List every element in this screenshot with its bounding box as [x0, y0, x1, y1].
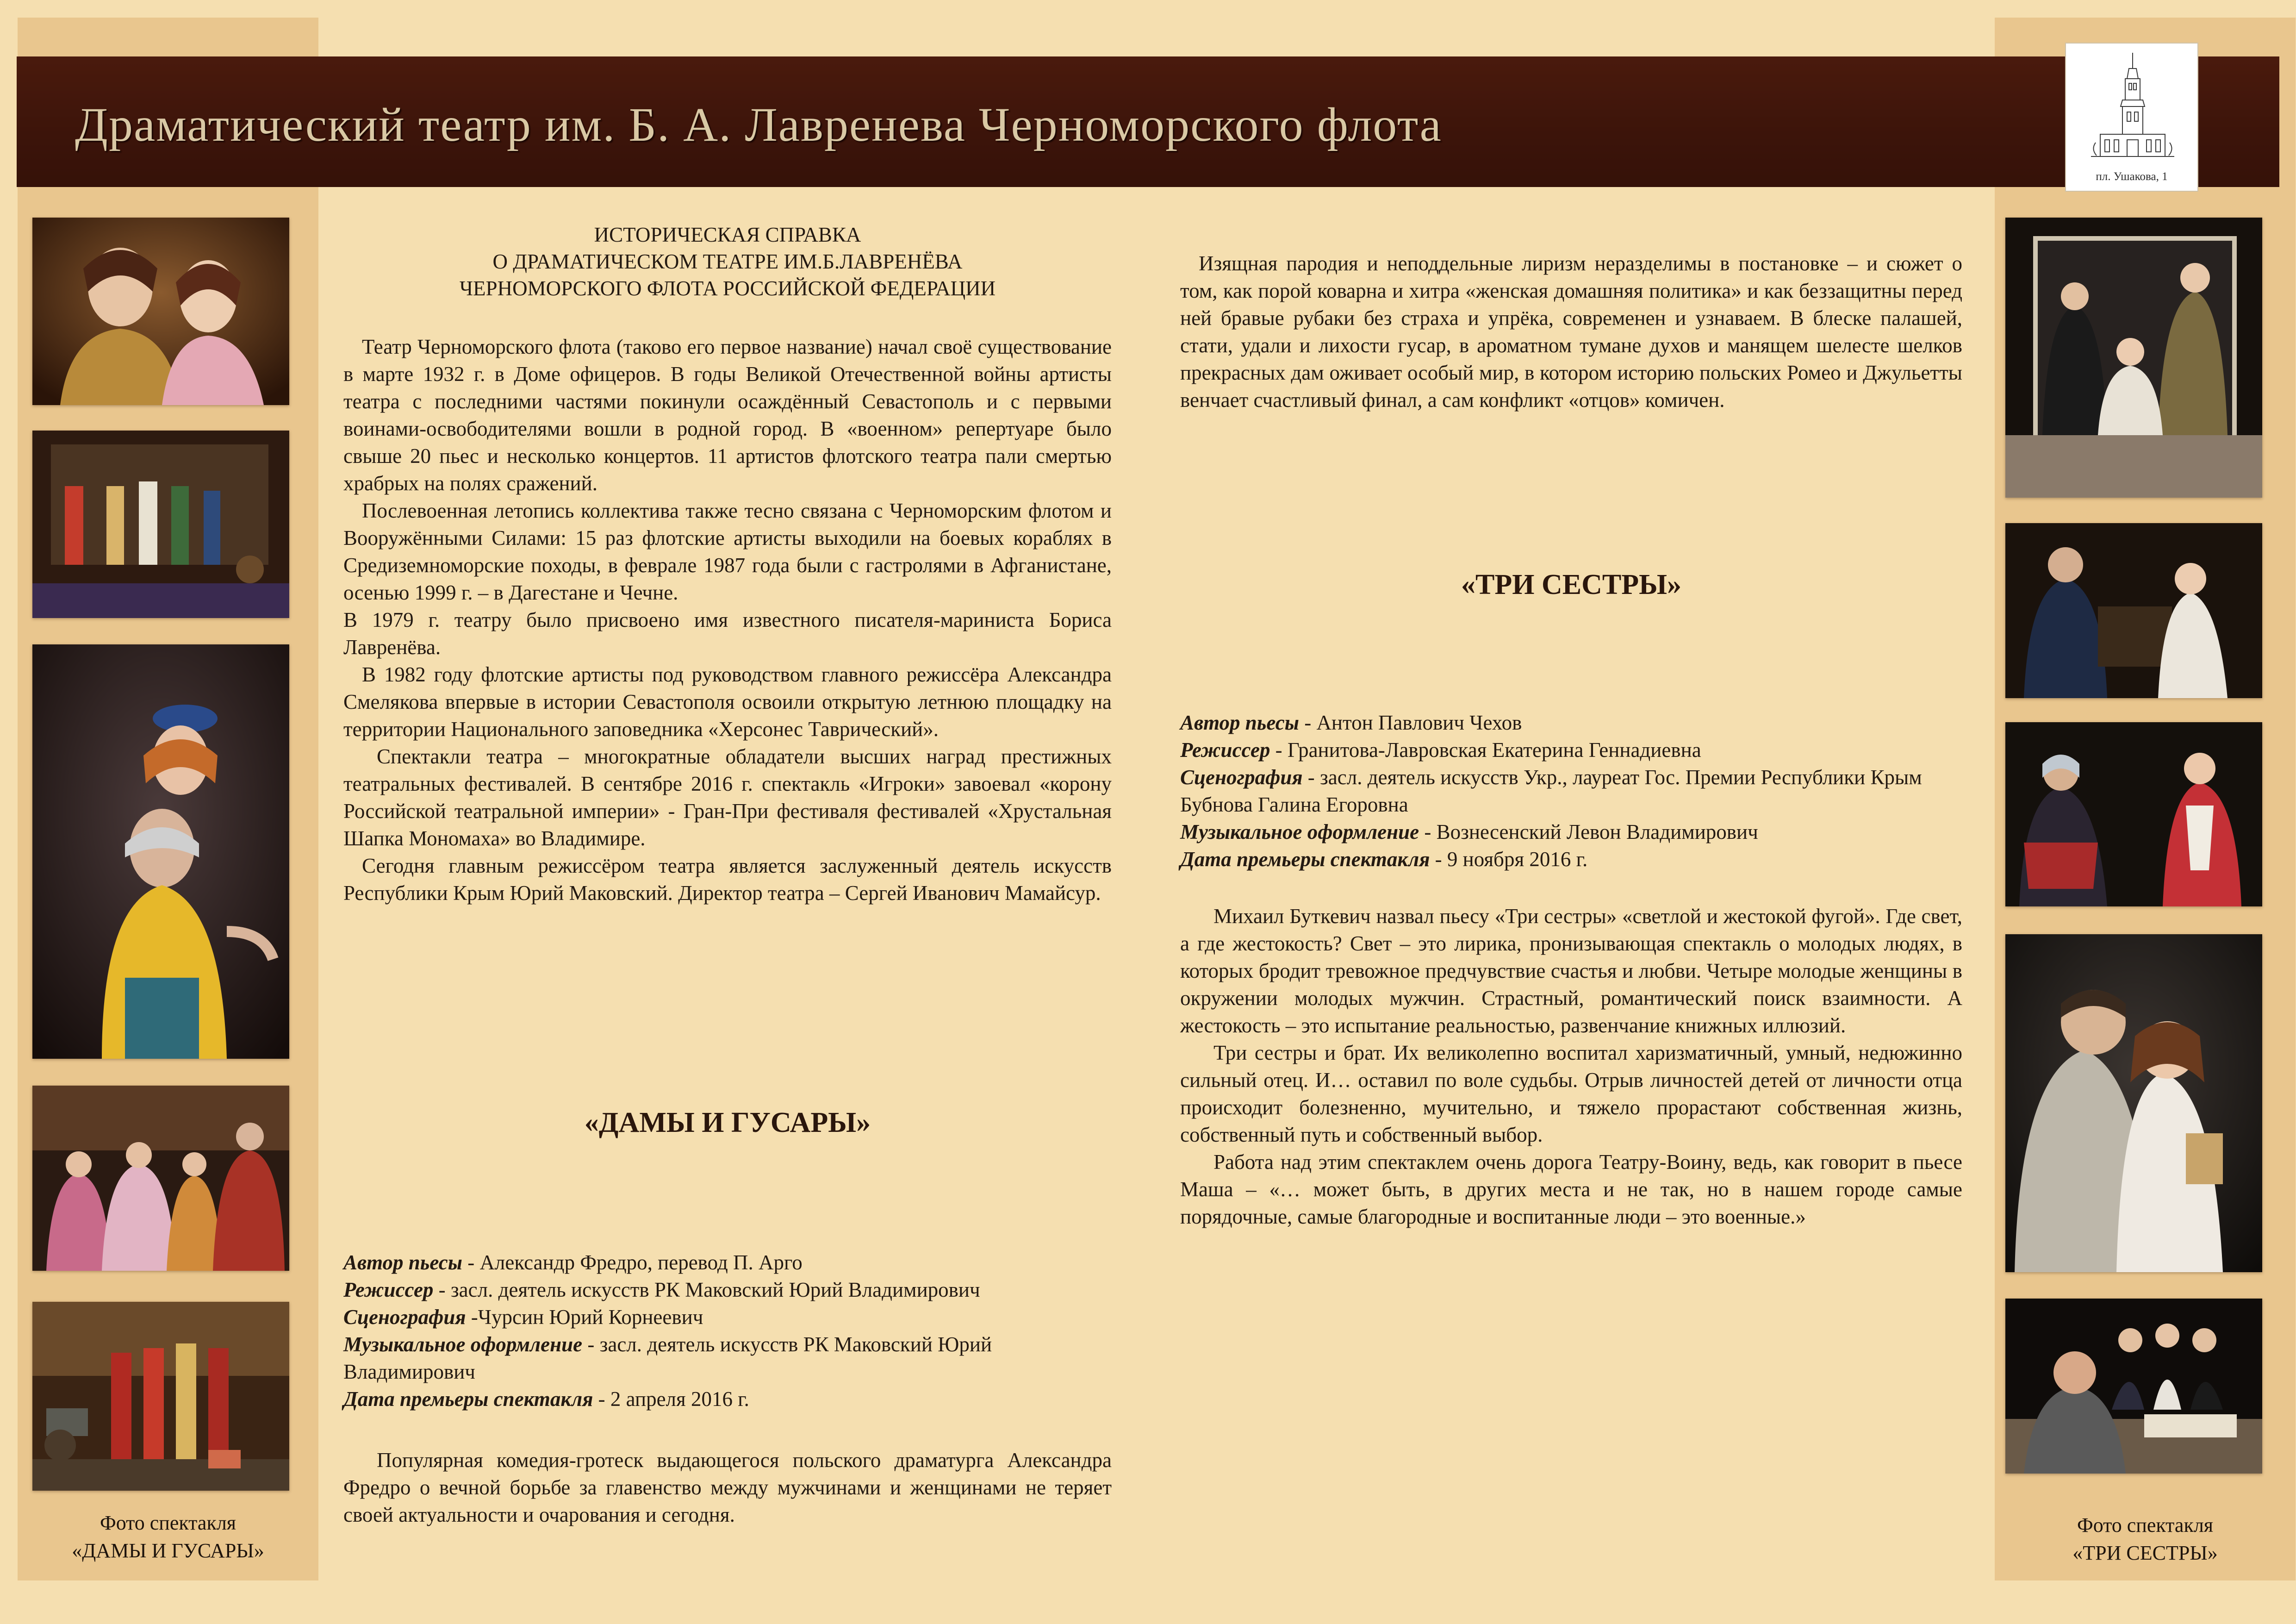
history-paragraph: В 1982 году флотские артисты под руководством главного режиссёра Александра Смелякова впервые в истории Севастополя освоили открытую летнюю площадку на территории Национального заповедника «Херсонес Таврический».: [343, 663, 1112, 741]
history-text: [343, 333, 1112, 907]
play2-paragraph: Работа над этим спектаклем очень дорога Театру-Воину, ведь, как говорит в пьесе Маша – «… может быть, в других места и не так, но в нашем городе самые порядочные, самые благородные и воспитанные люди – это военные.»: [1180, 1150, 1962, 1228]
credit-line: Сценография -Чурсин Юрий Корнеевич: [343, 1305, 703, 1329]
photo-ladies-hussars-3: [32, 644, 289, 1059]
history-heading: [343, 221, 1112, 302]
history-heading-line: ЧЕРНОМОРСКОГО ФЛОТА РОССИЙСКОЙ ФЕДЕРАЦИИ: [459, 277, 996, 300]
caption-ladies-hussars: [18, 1509, 318, 1565]
page-title: Драматический театр им. Б. А. Лавренева Черноморского флота: [75, 98, 1442, 151]
play2-text: [1180, 903, 1962, 1230]
photo-ladies-hussars-1: [32, 218, 289, 405]
play1-description-cont: [1180, 250, 1962, 414]
caption-line-1: Фото спектакля: [2077, 1514, 2214, 1537]
credit-line: Сценография - засл. деятель искусств Укр., лауреат Гос. Премии Республики Крым Бубнова Галина Егоровна: [1180, 766, 1922, 816]
play1-description-text: Популярная комедия-гротеск выдающегося польского драматурга Александра Фредро о вечной борьбе за главенство между мужчинами и женщинами не теряет своей актуальности и очарования и сегодня.: [343, 1449, 1112, 1526]
history-paragraph: В 1979 г. театру было присвоено имя известного писателя-мариниста Бориса Лавренёва.: [343, 608, 1112, 659]
play2-paragraph: Михаил Буткевич назвал пьесу «Три сестры» «светлой и жестокой фугой». Где свет, а где жестокость? Свет – это лирика, пронизывающая спектакль о молодых людях, в которых бродит тревожное предчувствие счастья и любви. Четыре молодые женщины в окружении молодых мужчин. Страстный, романтический поиск взаимности. А жестокость – это испытание реальностью, развенчание книжных иллюзий.: [1180, 905, 1962, 1037]
credit-line: Дата премьеры спектакля - 9 ноября 2016 г.: [1180, 848, 1588, 871]
credit-line: Режиссер - Гранитова-Лавровская Екатерина Геннадиевна: [1180, 738, 1701, 762]
caption-line-1: Фото спектакля: [100, 1512, 236, 1534]
play1-description-cont-text: Изящная пародия и неподдельные лиризм неразделимы в постановке – и сюжет о том, как порой коварна и хитра «женская домашняя политика» и как беззащитны перед ней бравые рубаки без страха и упрёка, современен и узнаваем. В блеске палашей, стати, удали и лихости гусар, в ароматном тумане духов и манящем шелесте шелков прекрасных дам оживает особый мир, в котором историю польских Ромео и Джульетты венчает счастливый финал, а сам конфликт «отцов» комичен.: [1180, 252, 1962, 412]
play2-paragraph: Три сестры и брат. Их великолепно воспитал харизматичный, умный, недюжинно сильный отец. И… оставил по воле судьбы. Отрыв личностей детей от личности отца происходит болезненно, мучительно, и тяжело прорастают собственная жизнь, собственный путь и собственный выбор.: [1180, 1041, 1962, 1146]
play2-title: «ТРИ СЕСТРЫ»: [1461, 569, 1681, 600]
caption-line-2: «ТРИ СЕСТРЫ»: [2072, 1542, 2218, 1564]
header-banner: [17, 56, 2279, 187]
photo-three-sisters-2: [2005, 523, 2262, 698]
play1-credits: [343, 1249, 1112, 1413]
credit-line: Музыкальное оформление - засл. деятель искусств РК Маковский Юрий Владимирович: [343, 1333, 992, 1383]
photo-three-sisters-1: [2005, 218, 2262, 498]
photo-three-sisters-5: [2005, 1299, 2262, 1474]
history-heading-line: ИСТОРИЧЕСКАЯ СПРАВКА: [594, 223, 861, 246]
photo-ladies-hussars-2: [32, 431, 289, 618]
play1-description: [343, 1447, 1112, 1529]
caption-line-2: «ДАМЫ И ГУСАРЫ»: [72, 1539, 264, 1562]
play2-credits: [1180, 709, 1962, 873]
credit-line: Режиссер - засл. деятель искусств РК Маковский Юрий Владимирович: [343, 1278, 980, 1301]
history-paragraph: Спектакли театра – многократные обладатели высших наград престижных театральных фестивалей. В сентябре 2016 г. спектакль «Игроки» завоевал «корону Российской театральной империи» - Гран-При фестиваля фестивалей «Хрустальная Шапка Мономаха» во Владимире.: [343, 745, 1112, 850]
history-paragraph: Послевоенная летопись коллектива также тесно связана с Черноморским флотом и Вооружёнными Силами: 15 раз флотские артисты выходили на боевых кораблях в Средиземноморские походы, в феврале 1987 года были с гастролями в Афганистане, осенью 1999 г. – в Дагестане и Чечне.: [343, 499, 1112, 604]
photo-ladies-hussars-4: [32, 1086, 289, 1271]
theatre-tower-icon: [2086, 50, 2179, 161]
play1-title: «ДАМЫ И ГУСАРЫ»: [584, 1107, 871, 1138]
credit-line: Дата премьеры спектакля - 2 апреля 2016 г.: [343, 1387, 749, 1411]
history-paragraph: Сегодня главным режиссёром театра является заслуженный деятель искусств Республики Крым Юрий Маковский. Директор театра – Сергей Иванович Мамайсур.: [343, 854, 1112, 905]
credit-line: Автор пьесы - Александр Фредро, перевод П. Арго: [343, 1251, 803, 1274]
caption-three-sisters: [1995, 1512, 2296, 1567]
history-paragraph: Театр Черноморского флота (таково его первое название) начал своё существование в марте 1932 г. в Доме офицеров. В годы Великой Отечественной войны артисты театра с последними частями покинули осаждённый Севастополь и с первыми воинами-освободителями вошли в родной город. В «военном» репертуаре было свыше 20 пьес и несколько концертов. 11 артистов флотского театра пали смертью храбрых на полях сражений.: [343, 335, 1112, 495]
credit-line: Музыкальное оформление - Вознесенский Левон Владимирович: [1180, 820, 1758, 843]
history-heading-line: О ДРАМАТИЧЕСКОМ ТЕАТРЕ ИМ.Б.ЛАВРЕНЁВА: [492, 250, 963, 273]
theatre-emblem: [2065, 43, 2198, 192]
credit-line: Автор пьесы - Антон Павлович Чехов: [1180, 711, 1522, 734]
photo-three-sisters-4: [2005, 934, 2262, 1272]
photo-ladies-hussars-5: [32, 1302, 289, 1491]
photo-three-sisters-3: [2005, 722, 2262, 906]
emblem-address: пл. Ушакова, 1: [2096, 170, 2168, 183]
